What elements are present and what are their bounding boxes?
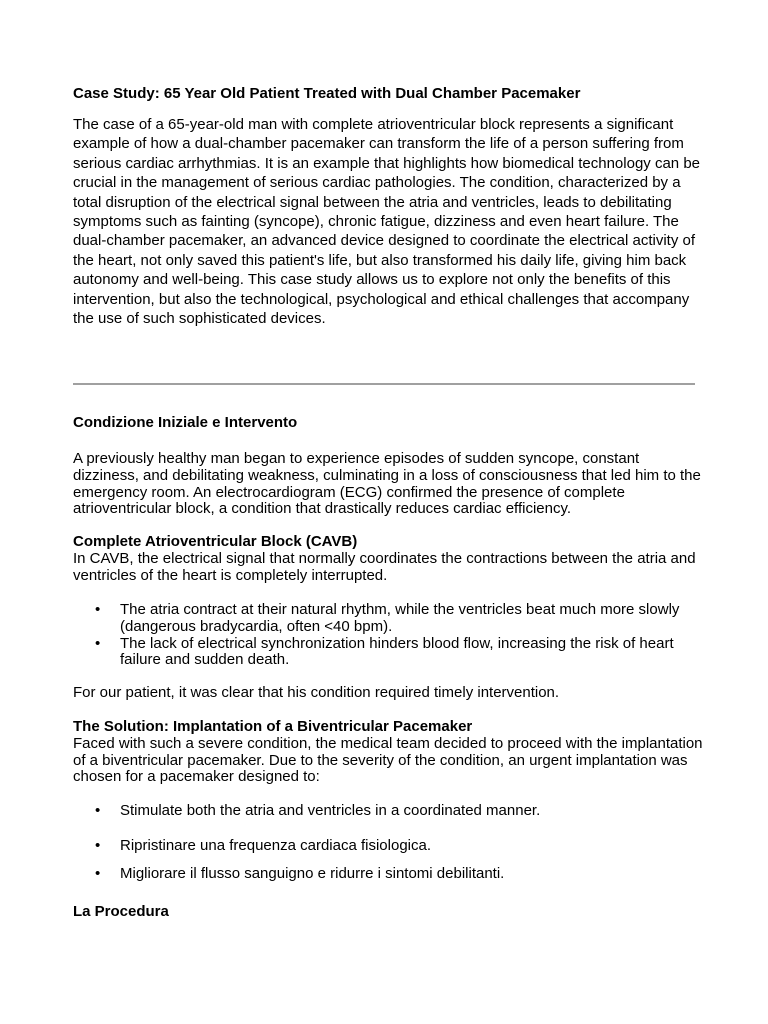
list-item-text: Migliorare il flusso sanguigno e ridurre i sintomi debilitanti. bbox=[120, 865, 505, 882]
solution-bullet-list-2 bbox=[73, 838, 703, 855]
patient-note: For our patient, it was clear that his condition required timely intervention. bbox=[73, 684, 560, 701]
bullet-icon: • bbox=[95, 802, 101, 819]
bullet-icon: • bbox=[95, 837, 101, 854]
list-item-text: The lack of electrical synchronization hinders blood flow, increasing the risk of heart failure and sudden death. bbox=[120, 634, 674, 669]
list-item bbox=[73, 838, 703, 855]
section-paragraph-condizione: A previously healthy man began to experience episodes of sudden syncope, constant dizziness, and debilitating weakness, culminating in a loss of consciousness that led him to the emergency room. An electrocardiogram (ECG) confirmed the presence of complete atrioventricular block, a condition that drastically reduces cardiac efficiency. bbox=[73, 450, 701, 518]
solution-block bbox=[73, 719, 703, 786]
cavb-block bbox=[73, 534, 703, 584]
cavb-bullet-list bbox=[73, 602, 703, 669]
solution-bullet-list-3 bbox=[73, 866, 703, 883]
list-item bbox=[73, 636, 703, 670]
bullet-icon: • bbox=[95, 601, 101, 618]
list-item-text: Stimulate both the atria and ventricles in a coordinated manner. bbox=[120, 802, 541, 819]
bullet-icon: • bbox=[95, 865, 101, 882]
cavb-paragraph: In CAVB, the electrical signal that normally coordinates the contractions between the atria and ventricles of the heart is completely interrupted. bbox=[73, 549, 696, 584]
section-heading-condizione: Condizione Iniziale e Intervento bbox=[73, 414, 298, 431]
list-item bbox=[73, 803, 703, 820]
horizontal-divider bbox=[73, 383, 695, 385]
section-heading-procedura: La Procedura bbox=[73, 903, 169, 920]
bullet-icon: • bbox=[95, 634, 101, 652]
list-item bbox=[73, 602, 703, 636]
solution-bullet-list-1 bbox=[73, 803, 703, 820]
list-item bbox=[73, 866, 703, 883]
solution-heading: The Solution: Implantation of a Biventricular Pacemaker bbox=[73, 718, 473, 735]
cavb-heading: Complete Atrioventricular Block (CAVB) bbox=[73, 533, 358, 550]
solution-paragraph: Faced with such a severe condition, the medical team decided to proceed with the implantation of a biventricular pacemaker. Due to the severity of the condition, an urgent implantation was chosen for a pacemaker designed to: bbox=[73, 734, 703, 786]
page-title: Case Study: 65 Year Old Patient Treated with Dual Chamber Pacemaker bbox=[73, 85, 581, 102]
list-item-text: The atria contract at their natural rhythm, while the ventricles beat much more slowly (dangerous bradycardia, often <40 bpm). bbox=[120, 601, 680, 635]
list-item-text: Ripristinare una frequenza cardiaca fisiologica. bbox=[120, 837, 432, 854]
intro-paragraph: The case of a 65-year-old man with complete atrioventricular block represents a significant example of how a dual-chamber pacemaker can transform the life of a person suffering from serious cardiac arrhythmias. It is an example that highlights how biomedical technology can be crucial in the management of serious cardiac pathologies. The condition, characterized by a total disruption of the electrical signal between the atria and ventricles, leads to debilitating symptoms such as fainting (syncope), chronic fatigue, dizziness and even heart failure. The dual-chamber pacemaker, an advanced device designed to coordinate the electrical activity of the heart, not only saved this patient's life, but also transformed his daily life, giving him back autonomy and well-being. This case study allows us to explore not only the benefits of this intervention, but also the technological, psychological and ethical challenges that accompany the use of such sophisticated devices. bbox=[73, 116, 700, 328]
